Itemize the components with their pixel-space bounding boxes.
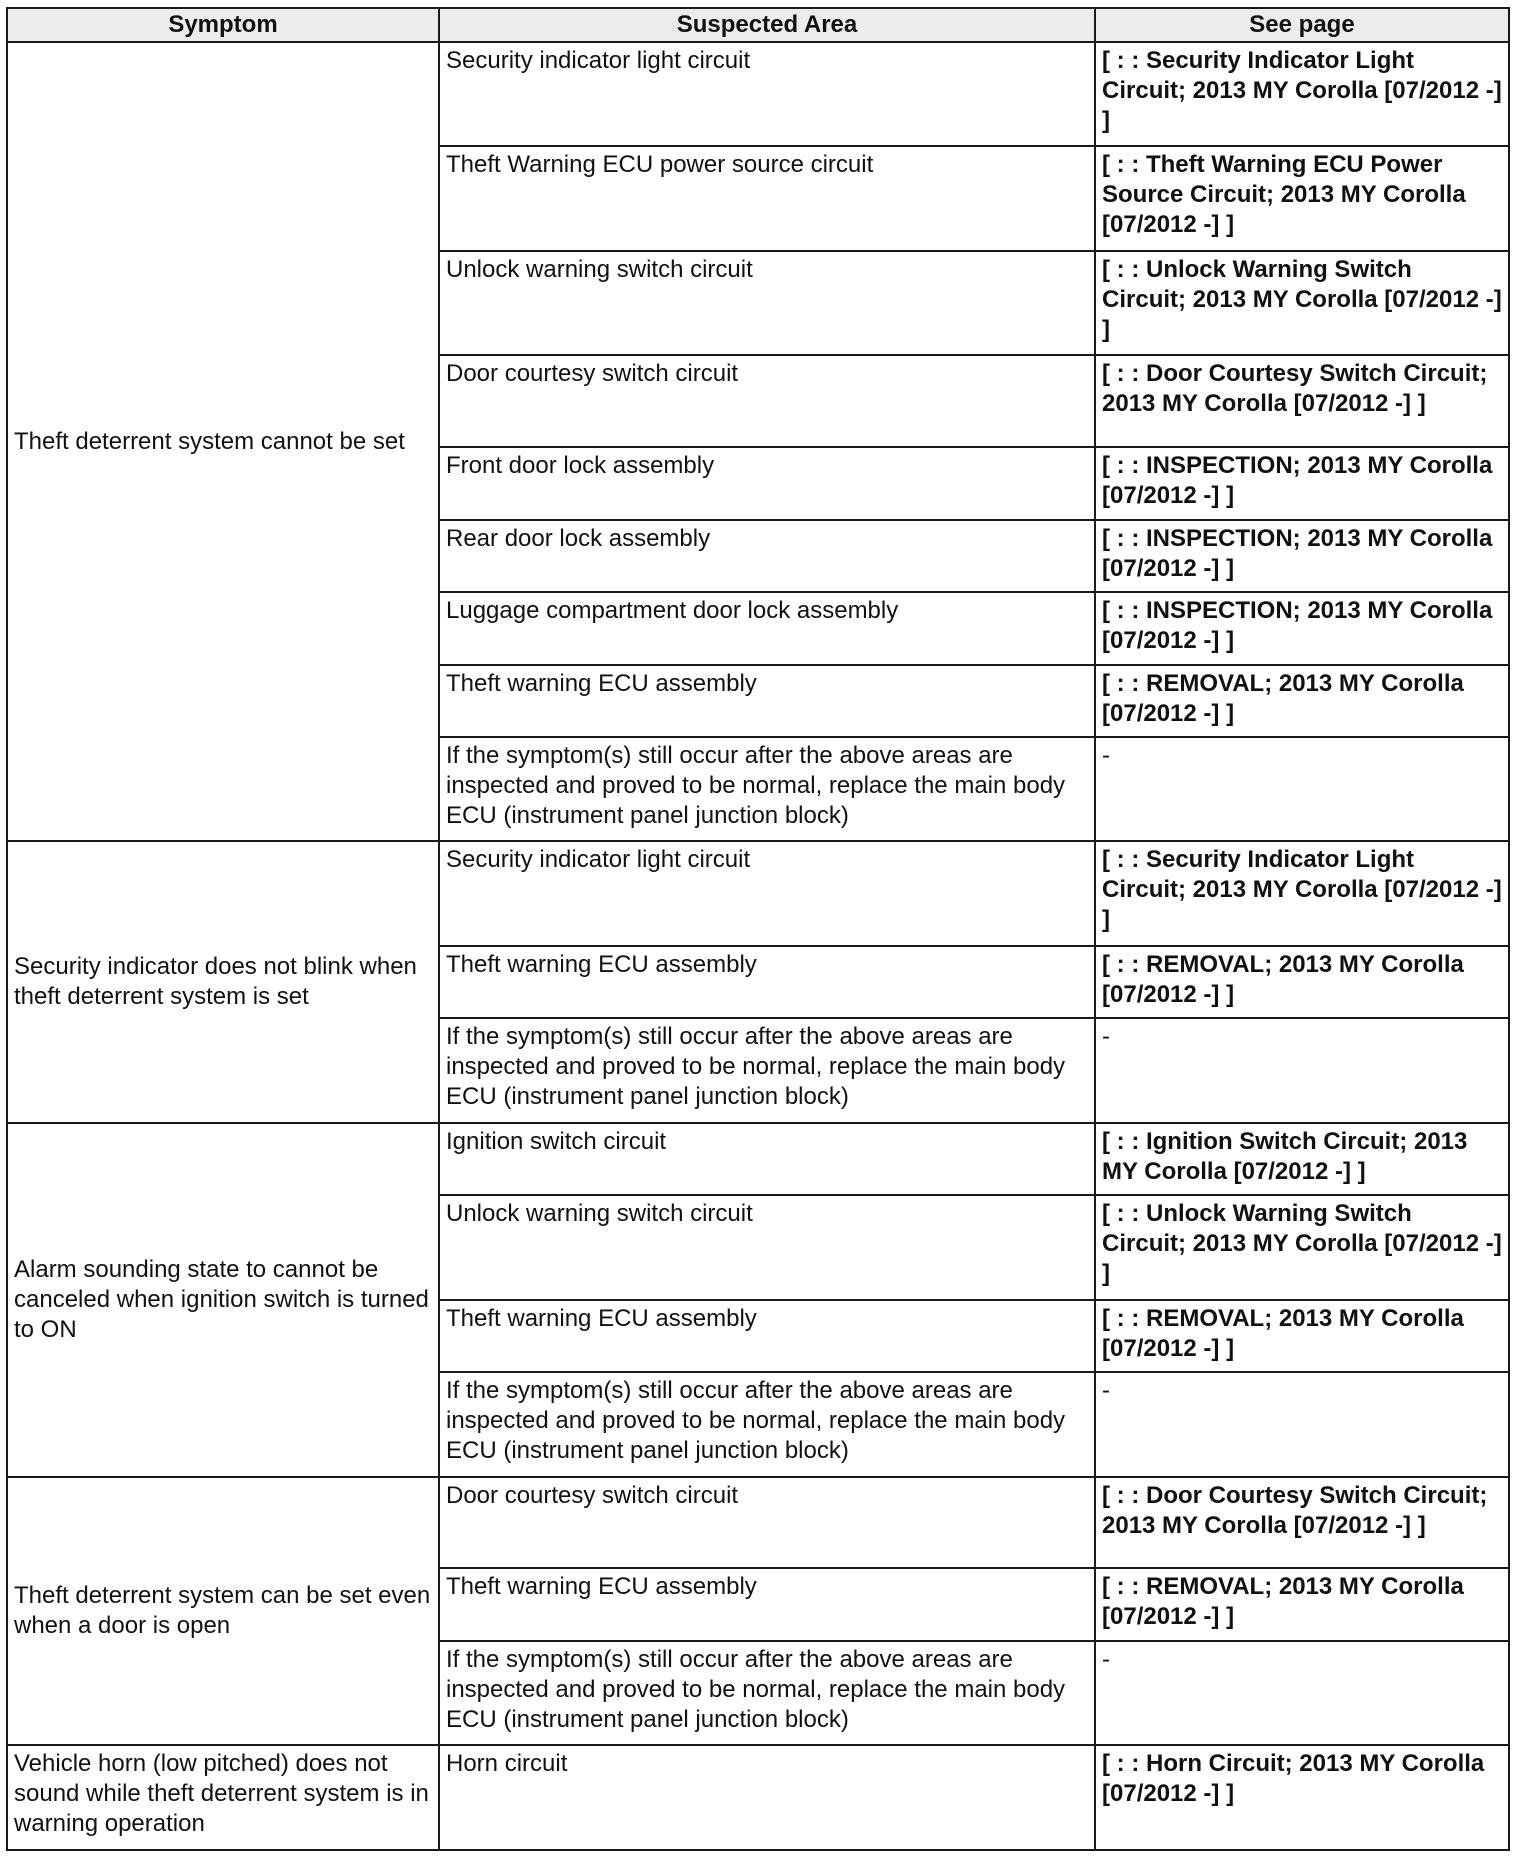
see-page-reference: [ : : REMOVAL; 2013 MY Corolla [07/2012 -] ] (1095, 1300, 1509, 1372)
see-page-reference: [ : : REMOVAL; 2013 MY Corolla [07/2012 -] ] (1095, 1568, 1509, 1640)
suspected-area-cell: Horn circuit (439, 1745, 1095, 1850)
see-page-reference: [ : : INSPECTION; 2013 MY Corolla [07/2012 -] ] (1095, 520, 1509, 592)
symptom-cell: Theft deterrent system can be set even when a door is open (7, 1477, 439, 1746)
table-row (7, 841, 1509, 945)
see-page-reference: [ : : Horn Circuit; 2013 MY Corolla [07/2012 -] ] (1095, 1745, 1509, 1850)
see-page-reference: [ : : Unlock Warning Switch Circuit; 2013 MY Corolla [07/2012 -] ] (1095, 1195, 1509, 1299)
table-row (7, 1745, 1509, 1850)
see-page-reference: [ : : Security Indicator Light Circuit; 2013 MY Corolla [07/2012 -] ] (1095, 841, 1509, 945)
suspected-area-cell: Theft Warning ECU power source circuit (439, 146, 1095, 250)
suspected-area-cell: Theft warning ECU assembly (439, 1300, 1095, 1372)
symptom-cell: Theft deterrent system cannot be set (7, 42, 439, 841)
see-page-reference: [ : : REMOVAL; 2013 MY Corolla [07/2012 -] ] (1095, 946, 1509, 1018)
suspected-area-cell: Unlock warning switch circuit (439, 251, 1095, 355)
suspected-area-cell: If the symptom(s) still occur after the above areas are inspected and proved to be normal, replace the main body ECU (instrument panel junction block) (439, 1372, 1095, 1476)
suspected-area-cell: Front door lock assembly (439, 447, 1095, 519)
symptom-cell: Security indicator does not blink when theft deterrent system is set (7, 841, 439, 1122)
problem-symptoms-table (6, 7, 1510, 1851)
suspected-area-cell: Door courtesy switch circuit (439, 1477, 1095, 1569)
see-page-reference: [ : : Theft Warning ECU Power Source Circuit; 2013 MY Corolla [07/2012 -] ] (1095, 146, 1509, 250)
suspected-area-cell: Ignition switch circuit (439, 1123, 1095, 1195)
suspected-area-cell: Rear door lock assembly (439, 520, 1095, 592)
header-symptom: Symptom (7, 8, 439, 42)
table-row (7, 1123, 1509, 1195)
see-page-reference: [ : : Unlock Warning Switch Circuit; 2013 MY Corolla [07/2012 -] ] (1095, 251, 1509, 355)
suspected-area-cell: If the symptom(s) still occur after the above areas are inspected and proved to be normal, replace the main body ECU (instrument panel junction block) (439, 737, 1095, 841)
header-see-page: See page (1095, 8, 1509, 42)
suspected-area-cell: Luggage compartment door lock assembly (439, 592, 1095, 664)
see-page-reference: [ : : Security Indicator Light Circuit; 2013 MY Corolla [07/2012 -] ] (1095, 42, 1509, 146)
see-page-cell: - (1095, 1372, 1509, 1476)
see-page-cell: - (1095, 1641, 1509, 1745)
problem-symptoms-table-container (6, 7, 1508, 1851)
symptom-cell: Vehicle horn (low pitched) does not sound while theft deterrent system is in warning operation (7, 1745, 439, 1850)
table-row (7, 1477, 1509, 1569)
see-page-reference: [ : : Door Courtesy Switch Circuit; 2013 MY Corolla [07/2012 -] ] (1095, 1477, 1509, 1569)
suspected-area-cell: Theft warning ECU assembly (439, 665, 1095, 737)
table-row (7, 42, 1509, 146)
suspected-area-cell: Door courtesy switch circuit (439, 355, 1095, 447)
see-page-cell: - (1095, 1018, 1509, 1122)
symptom-cell: Alarm sounding state to cannot be canceled when ignition switch is turned to ON (7, 1123, 439, 1477)
suspected-area-cell: Unlock warning switch circuit (439, 1195, 1095, 1299)
suspected-area-cell: If the symptom(s) still occur after the above areas are inspected and proved to be normal, replace the main body ECU (instrument panel junction block) (439, 1641, 1095, 1745)
header-suspected-area: Suspected Area (439, 8, 1095, 42)
table-header-row (7, 8, 1509, 42)
suspected-area-cell: Theft warning ECU assembly (439, 1568, 1095, 1640)
suspected-area-cell: Theft warning ECU assembly (439, 946, 1095, 1018)
see-page-reference: [ : : REMOVAL; 2013 MY Corolla [07/2012 -] ] (1095, 665, 1509, 737)
see-page-reference: [ : : Door Courtesy Switch Circuit; 2013 MY Corolla [07/2012 -] ] (1095, 355, 1509, 447)
suspected-area-cell: Security indicator light circuit (439, 42, 1095, 146)
suspected-area-cell: Security indicator light circuit (439, 841, 1095, 945)
see-page-cell: - (1095, 737, 1509, 841)
see-page-reference: [ : : INSPECTION; 2013 MY Corolla [07/2012 -] ] (1095, 447, 1509, 519)
see-page-reference: [ : : Ignition Switch Circuit; 2013 MY Corolla [07/2012 -] ] (1095, 1123, 1509, 1195)
see-page-reference: [ : : INSPECTION; 2013 MY Corolla [07/2012 -] ] (1095, 592, 1509, 664)
suspected-area-cell: If the symptom(s) still occur after the above areas are inspected and proved to be normal, replace the main body ECU (instrument panel junction block) (439, 1018, 1095, 1122)
